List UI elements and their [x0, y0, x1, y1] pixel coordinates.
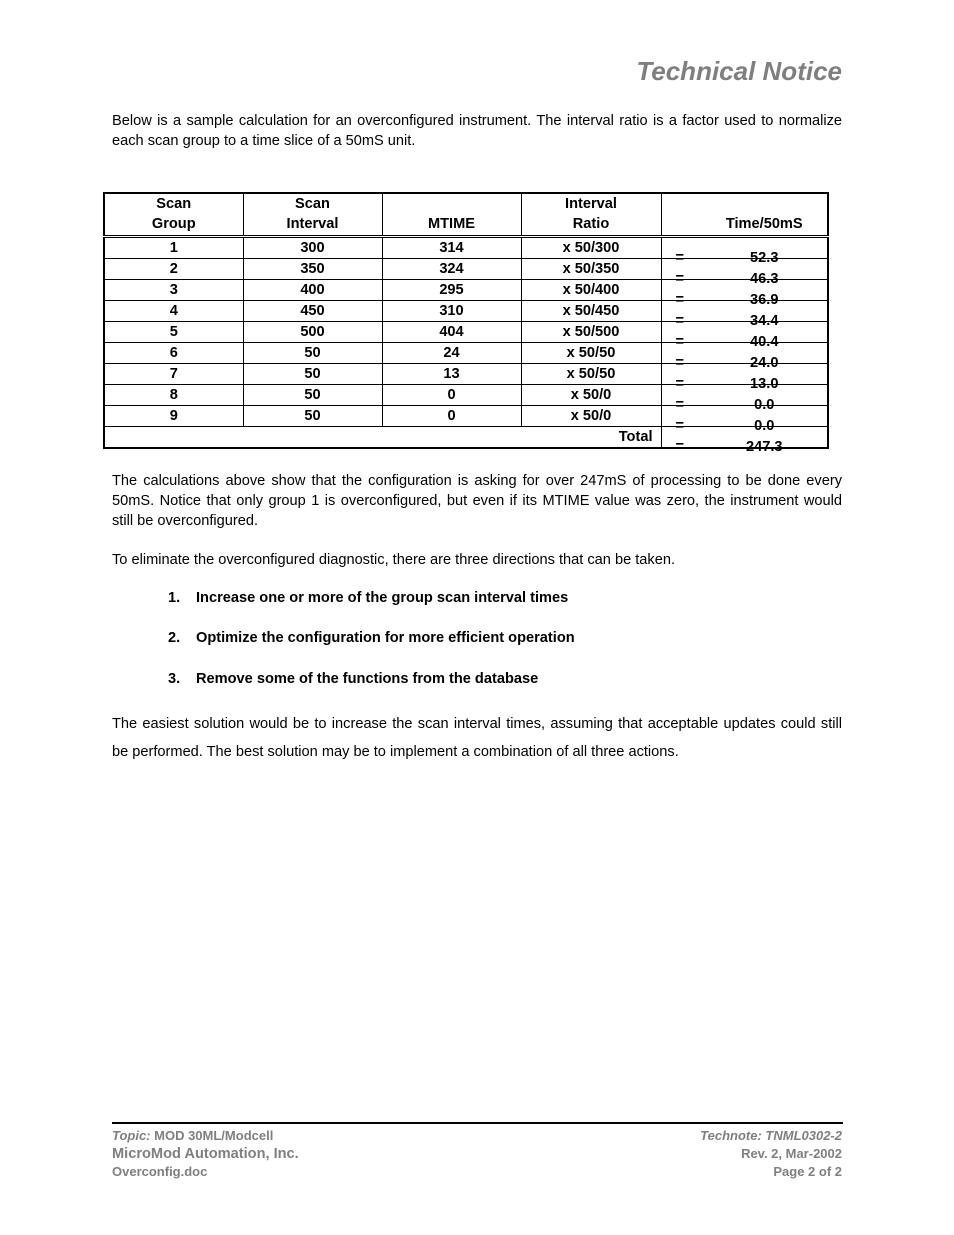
cell-mtime: 24 — [382, 343, 521, 364]
footer-revision: Rev. 2, Mar-2002 — [741, 1146, 842, 1161]
time-value: 34.4 — [750, 313, 779, 329]
list-text: Increase one or more of the group scan interval times — [196, 590, 569, 606]
cell-mtime: 310 — [382, 301, 521, 322]
list-item — [168, 671, 538, 687]
list-number: 3. — [168, 671, 181, 687]
cell-mtime: 404 — [382, 322, 521, 343]
time-value: 40.4 — [750, 334, 779, 350]
cell-interval: 50 — [243, 343, 382, 364]
equals-sign: = — [675, 250, 685, 266]
cell-time — [661, 259, 828, 287]
cell-time — [661, 301, 828, 329]
cell-time — [661, 406, 828, 434]
time-value: 13.0 — [750, 376, 779, 392]
cell-ratio: x 50/50 — [521, 343, 661, 364]
table-row — [104, 322, 828, 343]
cell-interval: 50 — [243, 364, 382, 385]
cell-interval: 50 — [243, 406, 382, 427]
calculation-table — [103, 192, 829, 455]
intro-paragraph: Below is a sample calculation for an overconfigured instrument. The interval ratio is a factor used to normalize each scan group to a time slice of a 50mS unit. — [112, 113, 842, 149]
equals-sign: = — [675, 376, 685, 392]
cell-mtime: 0 — [382, 385, 521, 406]
cell-interval: 50 — [243, 385, 382, 406]
cell-ratio: x 50/50 — [521, 364, 661, 385]
header-scan-group: Scan Group — [104, 193, 243, 237]
cell-ratio: x 50/350 — [521, 259, 661, 280]
table-row — [104, 406, 828, 427]
list-number: 2. — [168, 630, 181, 646]
total-value: 247.3 — [745, 439, 783, 455]
cell-group: 2 — [104, 259, 243, 280]
equals-sign: = — [675, 355, 685, 371]
table-row — [104, 301, 828, 322]
cell-group: 4 — [104, 301, 243, 322]
cell-time — [661, 280, 828, 308]
cell-time — [661, 364, 828, 392]
cell-mtime: 314 — [382, 237, 521, 259]
cell-mtime: 324 — [382, 259, 521, 280]
cell-group: 8 — [104, 385, 243, 406]
page-title: Technical Notice — [636, 56, 842, 86]
cell-time — [661, 237, 828, 266]
cell-ratio: x 50/400 — [521, 280, 661, 301]
cell-interval: 450 — [243, 301, 382, 322]
cell-group: 5 — [104, 322, 243, 343]
total-cell — [661, 427, 828, 455]
time-value: 46.3 — [750, 271, 779, 287]
directions-intro: To eliminate the overconfigured diagnostic, there are three directions that can be taken. — [112, 552, 676, 568]
cell-ratio: x 50/300 — [521, 237, 661, 259]
table-row — [104, 343, 828, 364]
cell-group: 7 — [104, 364, 243, 385]
time-value: 52.3 — [750, 250, 779, 266]
header-interval-ratio: Interval Ratio — [521, 193, 661, 237]
equals-sign: = — [675, 439, 685, 455]
list-item — [168, 630, 575, 646]
header-scan-interval: Scan Interval — [243, 193, 382, 237]
table-total-row — [104, 427, 828, 449]
equals-sign: = — [675, 292, 685, 308]
calculation-explanation: The calculations above show that the configuration is asking for over 247mS of processing to be done every 50mS. Notice that only group 1 is overconfigured, but even if its MTIME value was zero, the instrument would still be overconfigured. — [112, 473, 842, 529]
topic-label: Topic: — [112, 1128, 151, 1143]
cell-ratio: x 50/0 — [521, 406, 661, 427]
equals-sign: = — [675, 313, 685, 329]
cell-time — [661, 385, 828, 413]
cell-group: 9 — [104, 406, 243, 427]
cell-group: 1 — [104, 237, 243, 259]
footer-divider — [112, 1122, 843, 1124]
table-row — [104, 259, 828, 280]
cell-time — [661, 343, 828, 371]
cell-mtime: 13 — [382, 364, 521, 385]
cell-mtime: 0 — [382, 406, 521, 427]
cell-group: 6 — [104, 343, 243, 364]
equals-sign: = — [675, 271, 685, 287]
conclusion-paragraph: The easiest solution would be to increase the scan interval times, assuming that acceptable updates could still be performed. The best solution may be to implement a combination of all three actions. — [112, 716, 842, 760]
table-row — [104, 280, 828, 301]
list-text: Optimize the configuration for more efficient operation — [196, 630, 575, 646]
cell-ratio: x 50/0 — [521, 385, 661, 406]
footer-left — [112, 1127, 299, 1181]
equals-sign: = — [675, 418, 685, 434]
footer-technote: Technote: TNML0302-2 — [700, 1128, 842, 1143]
header-mtime: MTIME — [382, 193, 521, 237]
time-value: 24.0 — [750, 355, 779, 371]
header-time-per-50ms: Time/50mS — [661, 193, 828, 237]
total-label: Total — [104, 427, 661, 449]
table-row — [104, 237, 828, 259]
cell-interval: 350 — [243, 259, 382, 280]
time-value: 0.0 — [754, 418, 775, 434]
time-value: 0.0 — [754, 397, 775, 413]
cell-interval: 300 — [243, 237, 382, 259]
footer-filename: Overconfig.doc — [112, 1164, 208, 1179]
topic-value: MOD 30ML/Modcell — [154, 1128, 274, 1143]
cell-interval: 500 — [243, 322, 382, 343]
cell-group: 3 — [104, 280, 243, 301]
footer-company: MicroMod Automation, Inc. — [112, 1146, 299, 1162]
equals-sign: = — [675, 397, 685, 413]
cell-ratio: x 50/450 — [521, 301, 661, 322]
cell-ratio: x 50/500 — [521, 322, 661, 343]
footer-right — [700, 1127, 842, 1181]
list-number: 1. — [168, 590, 181, 606]
footer-page-number: Page 2 of 2 — [773, 1164, 842, 1179]
time-value: 36.9 — [750, 292, 779, 308]
table-header-row — [104, 193, 828, 237]
table-row — [104, 385, 828, 406]
footer-topic — [112, 1127, 299, 1145]
list-item — [168, 590, 568, 606]
cell-interval: 400 — [243, 280, 382, 301]
cell-mtime: 295 — [382, 280, 521, 301]
list-text: Remove some of the functions from the database — [196, 671, 539, 687]
cell-time — [661, 322, 828, 350]
equals-sign: = — [675, 334, 685, 350]
table-row — [104, 364, 828, 385]
